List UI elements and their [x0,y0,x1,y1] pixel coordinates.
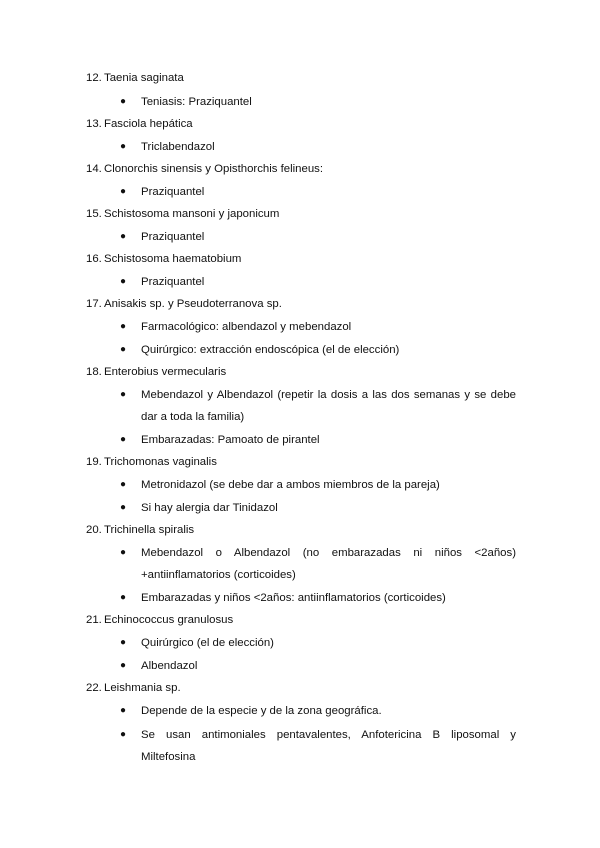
bullet-item [120,542,516,586]
bullet-text: Farmacológico: albendazol y mebendazol [141,321,352,333]
list-item-12 [86,71,526,85]
bullet-text: Teniasis: Praziquantel [141,96,252,108]
item-number: 19. [86,456,102,468]
bullet-item [120,655,516,677]
item-title: Anisakis sp. y Pseudoterranova sp. [104,298,282,310]
list-item-16 [86,252,526,266]
bullet-icon: ● [120,321,127,332]
bullet-text: Triclabendazol [141,141,215,153]
bullet-icon: ● [120,141,127,152]
list-item-19 [86,455,526,469]
bullet-item [120,429,516,451]
list-item-14 [86,162,526,176]
bullet-item [120,497,516,519]
bullet-icon: ● [120,729,127,740]
bullet-text: Quirúrgico: extracción endoscópica (el de elección) [141,344,400,356]
bullet-icon: ● [120,96,127,107]
list-item-21 [86,613,526,627]
item-title: Taenia saginata [104,72,184,84]
bullet-item [120,181,516,203]
bullet-text: Si hay alergia dar Tinidazol [141,502,278,514]
bullet-item [120,136,516,158]
bullet-text: Se usan antimoniales pentavalentes, Anfotericina B liposomal y [141,729,516,741]
bullet-text: Quirúrgico (el de elección) [141,637,274,649]
bullet-text: Praziquantel [141,276,205,288]
item-number: 17. [86,298,102,310]
item-number: 18. [86,366,102,378]
bullet-icon: ● [120,705,127,716]
bullet-text-continuation: Miltefosina [141,751,196,763]
bullet-icon: ● [120,592,127,603]
bullet-icon: ● [120,186,127,197]
bullet-icon: ● [120,660,127,671]
bullet-item [120,226,516,248]
bullet-text: Embarazadas: Pamoato de pirantel [141,434,320,446]
bullet-icon: ● [120,389,127,400]
item-number: 20. [86,524,102,536]
bullet-icon: ● [120,502,127,513]
bullet-text: Mebendazol o Albendazol (no embarazadas ni niños <2años) [141,547,516,559]
bullet-item [120,474,516,496]
bullet-item [120,632,516,654]
list-item-18 [86,365,526,379]
item-number: 16. [86,253,102,265]
bullet-text: Metronidazol (se debe dar a ambos miembros de la pareja) [141,479,440,491]
bullet-text: Mebendazol y Albendazol (repetir la dosis a las dos semanas y se debe [141,389,516,401]
bullet-item [120,91,516,113]
item-number: 15. [86,208,102,220]
item-title: Enterobius vermecularis [104,366,227,378]
list-item-13 [86,117,526,131]
bullet-item [120,384,516,428]
bullet-icon: ● [120,547,127,558]
bullet-item [120,339,516,361]
list-item-15 [86,207,526,221]
item-number: 21. [86,614,102,626]
item-number: 12. [86,72,102,84]
item-title: Trichinella spiralis [104,524,195,536]
bullet-icon: ● [120,479,127,490]
bullet-icon: ● [120,637,127,648]
bullet-icon: ● [120,434,127,445]
bullet-text: Praziquantel [141,231,205,243]
bullet-text: Depende de la especie y de la zona geográfica. [141,705,382,717]
bullet-text: Praziquantel [141,186,205,198]
bullet-item [120,587,516,609]
bullet-item [120,271,516,293]
item-title: Fasciola hepática [104,118,193,130]
bullet-icon: ● [120,276,127,287]
list-item-22 [86,681,526,695]
item-number: 22. [86,682,102,694]
item-title: Clonorchis sinensis y Opisthorchis felineus: [104,163,324,175]
bullet-text: Embarazadas y niños <2años: antiinflamatorios (corticoides) [141,592,446,604]
item-title: Leishmania sp. [104,682,181,694]
bullet-item [120,700,516,722]
bullet-icon: ● [120,231,127,242]
item-number: 13. [86,118,102,130]
item-number: 14. [86,163,102,175]
list-item-17 [86,297,526,311]
bullet-icon: ● [120,344,127,355]
bullet-text: Albendazol [141,660,198,672]
item-title: Trichomonas vaginalis [104,456,217,468]
item-title: Schistosoma haematobium [104,253,242,265]
bullet-item [120,316,516,338]
item-title: Echinococcus granulosus [104,614,234,626]
bullet-item [120,724,516,768]
bullet-text-continuation: dar a toda la familia) [141,411,245,423]
list-item-20 [86,523,526,537]
item-title: Schistosoma mansoni y japonicum [104,208,280,220]
bullet-text-continuation: +antiinflamatorios (corticoides) [141,569,296,581]
